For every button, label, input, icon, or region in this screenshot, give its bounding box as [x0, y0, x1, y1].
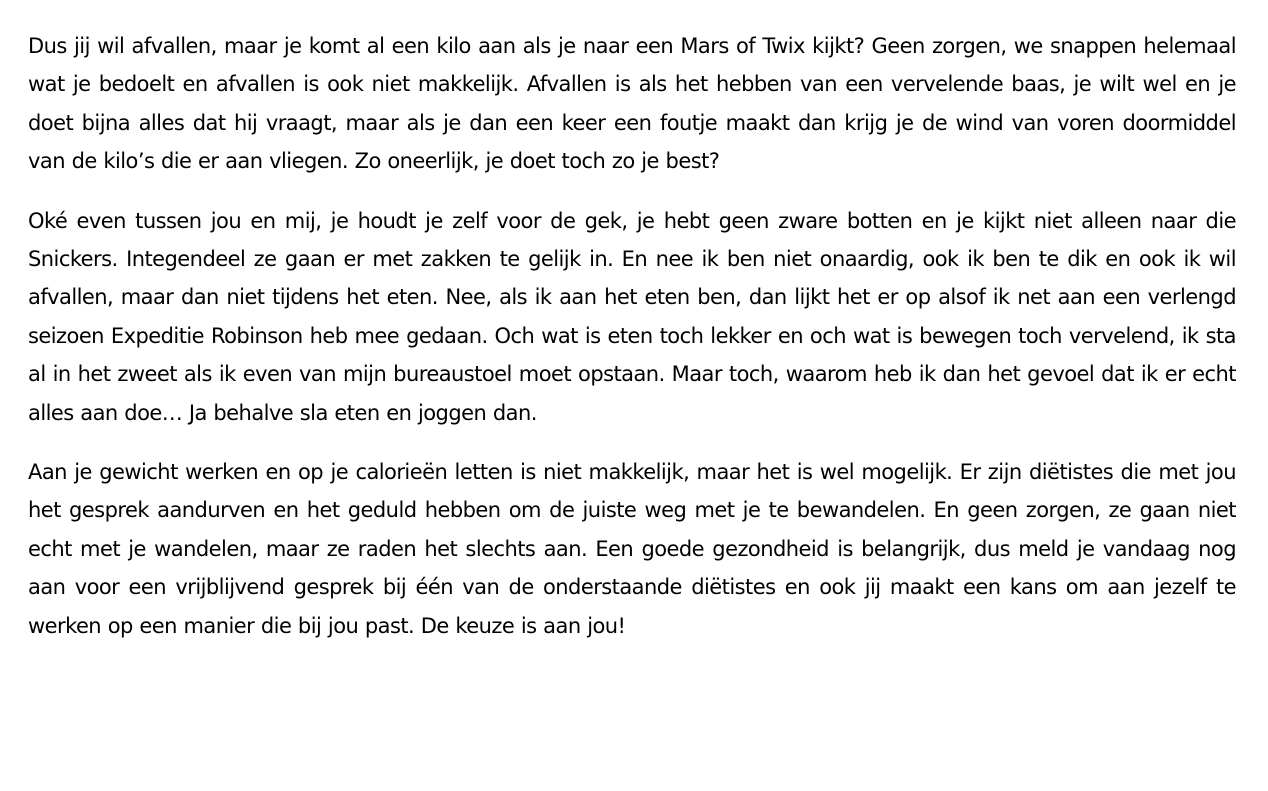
paragraph-afvallen-intro: Dus jij wil afvallen, maar je komt al een kilo aan als je naar een Mars of Twix kijkt? Geen zorgen, we snappen helemaal wat je bedoelt en afvallen is ook niet makkelijk. Afvallen is als het hebben van een vervelende baas, je wilt wel en je doet bijna alles dat hij vraagt, maar als je dan een keer een foutje maakt dan krijg je de wind van voren doormiddel van de kilo’s die er aan vliegen. Zo oneerlijk, je doet toch zo je best? [28, 34, 1236, 174]
paragraph-dietistes: Aan je gewicht werken en op je calorieën letten is niet makkelijk, maar het is wel mogelijk. Er zijn diëtistes die met jou het gesprek aandurven en het geduld hebben om de juiste weg met je te bewandelen. En geen zorgen, ze gaan niet echt met je wandelen, maar ze raden het slechts aan. Een goede gezondheid is belangrijk, dus meld je vandaag nog aan voor een vrijblijvend gesprek bij één van de onderstaande diëtistes en ook jij maakt een kans om aan jezelf te werken op een manier die bij jou past. De keuze is aan jou! [28, 460, 1236, 638]
paragraph-snickers: Oké even tussen jou en mij, je houdt je zelf voor de gek, je hebt geen zware botten en je kijkt niet alleen naar die Snickers. Integendeel ze gaan er met zakken te gelijk in. En nee ik ben niet onaardig, ook ik ben te dik en ook ik wil afvallen, maar dan niet tijdens het eten. Nee, als ik aan het eten ben, dan lijkt het er op alsof ik net aan een verlengd seizoen Expeditie Robinson heb mee gedaan. Och wat is eten toch lekker en och wat is bewegen toch vervelend, ik sta al in het zweet als ik even van mijn bureaustoel moet opstaan. Maar toch, waarom heb ik dan het gevoel dat ik er echt alles aan doe… Ja behalve sla eten en joggen dan. [28, 208, 1236, 425]
